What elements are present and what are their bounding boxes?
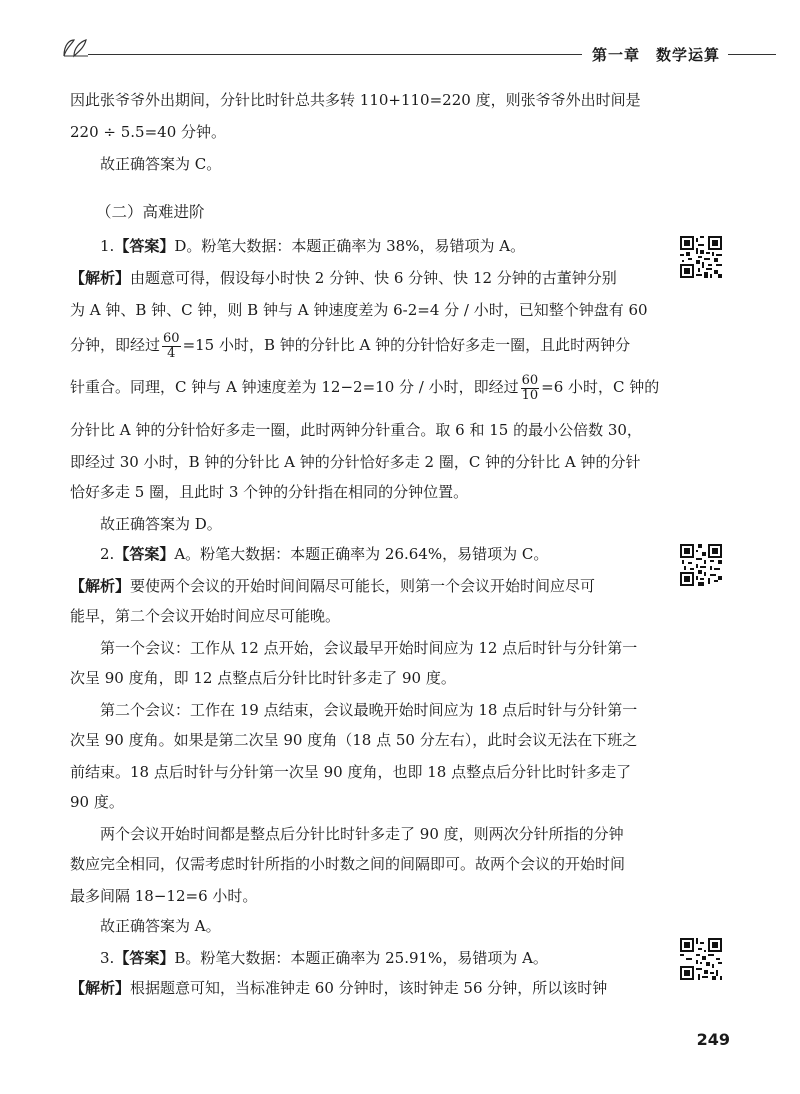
analysis-text: 要使两个会议的开始时间间隔尽可能长，则第一个会议开始时间应尽可	[130, 577, 596, 595]
question-number: 3.	[100, 949, 115, 967]
text-line: 故正确答案为 C。	[100, 155, 222, 173]
text-line: 为 A 钟、B 钟、C 钟，则 B 钟与 A 钟速度差为 6-2=4 分 / 小时，已知整个钟盘有 60	[70, 301, 648, 319]
header-rule-left	[88, 54, 582, 55]
page-number: 249	[696, 1030, 730, 1049]
analysis-tag: 【解析】	[70, 269, 131, 287]
qr-code-icon[interactable]	[680, 544, 722, 586]
text-line: 数应完全相同，仅需考虑时针所指的小时数之间的间隔即可。故两个会议的开始时间	[70, 855, 626, 873]
text-line: 次呈 90 度角，即 12 点整点后分针比时针多走了 90 度。	[70, 669, 456, 687]
text-segment: =15 小时，B 钟的分针比 A 钟的分针恰好多走一圈，且此时两钟分	[182, 336, 631, 354]
text-line: 最多间隔 18−12=6 小时。	[70, 887, 258, 905]
text-line: 前结束。18 点后时针与分针第一次呈 90 度角，也即 18 点整点后分针比时针多走了	[70, 763, 632, 781]
fraction-numerator: 60	[521, 372, 539, 388]
qr-code-icon[interactable]	[680, 236, 722, 278]
answer-text: D。粉笔大数据：本题正确率为 38%，易错项为 A。	[174, 237, 526, 255]
text-segment: =6 小时，C 钟的	[541, 378, 660, 396]
text-line: 第一个会议：工作从 12 点开始，会议最早开始时间应为 12 点后时针与分针第一	[100, 639, 638, 657]
page-header	[0, 30, 800, 70]
answer-line	[100, 948, 548, 968]
analysis-tag: 【解析】	[70, 577, 131, 595]
text-line: 能早，第二个会议开始时间应尽可能晚。	[70, 607, 341, 625]
text-line: 分针比 A 钟的分针恰好多走一圈，此时两钟分针重合。取 6 和 15 的最小公倍数 30，	[70, 421, 642, 439]
answer-tag: 【答案】	[114, 237, 175, 255]
text-line: 故正确答案为 A。	[100, 917, 221, 935]
analysis-text: 由题意可得，假设每小时快 2 分钟、快 6 分钟、快 12 分钟的古董钟分别	[130, 269, 617, 287]
analysis-text: 根据题意可知，当标准钟走 60 分钟时，该时钟走 56 分钟，所以该时钟	[130, 979, 608, 997]
text-line: 故正确答案为 D。	[100, 515, 222, 533]
analysis-tag: 【解析】	[70, 979, 131, 997]
fraction-denominator: 4	[167, 345, 176, 361]
text-line: 90 度。	[70, 793, 124, 811]
text-segment: 分钟，即经过	[70, 336, 161, 354]
fraction-numerator: 60	[163, 330, 180, 346]
fraction	[162, 332, 181, 361]
text-line: 220 ÷ 5.5=40 分钟。	[70, 123, 227, 141]
text-segment: 针重合。同理，C 钟与 A 钟速度差为 12−2=10 分 / 小时，即经过	[70, 378, 519, 396]
answer-text: A。粉笔大数据：本题正确率为 26.64%，易错项为 C。	[174, 545, 549, 563]
chapter-title: 第一章 数学运算	[591, 46, 720, 64]
text-line: 两个会议开始时间都是整点后分针比时针多走了 90 度，则两次分针所指的分钟	[100, 825, 624, 843]
answer-tag: 【答案】	[114, 545, 175, 563]
fraction	[521, 374, 540, 403]
text-line: 次呈 90 度角。如果是第二次呈 90 度角（18 点 50 分左右），此时会议无法在下班之	[70, 731, 638, 749]
answer-line	[100, 544, 548, 564]
leaf-icon	[60, 36, 90, 58]
text-line-fraction	[70, 330, 630, 361]
section-heading: （二）高难进阶	[96, 203, 205, 221]
qr-code-icon[interactable]	[680, 938, 722, 980]
question-number: 2.	[100, 545, 115, 563]
analysis-line	[70, 576, 595, 596]
answer-tag: 【答案】	[114, 949, 175, 967]
analysis-line	[70, 978, 607, 998]
question-number: 1.	[100, 237, 115, 255]
text-line: 因此张爷爷外出期间，分针比时针总共多转 110+110=220 度，则张爷爷外出时间是	[70, 91, 641, 109]
text-line: 即经过 30 小时，B 钟的分针比 A 钟的分针恰好多走 2 圈，C 钟的分针比 A 钟的分针	[70, 453, 641, 471]
answer-text: B。粉笔大数据：本题正确率为 25.91%，易错项为 A。	[174, 949, 548, 967]
text-line-fraction	[70, 372, 659, 403]
text-line: 第二个会议：工作在 19 点结束，会议最晚开始时间应为 18 点后时针与分针第一	[100, 701, 638, 719]
text-line: 恰好多走 5 圈，且此时 3 个钟的分针指在相同的分钟位置。	[70, 483, 469, 501]
analysis-line	[70, 268, 617, 288]
header-rule-right	[728, 54, 776, 55]
answer-line	[100, 236, 525, 256]
fraction-denominator: 10	[521, 387, 539, 403]
